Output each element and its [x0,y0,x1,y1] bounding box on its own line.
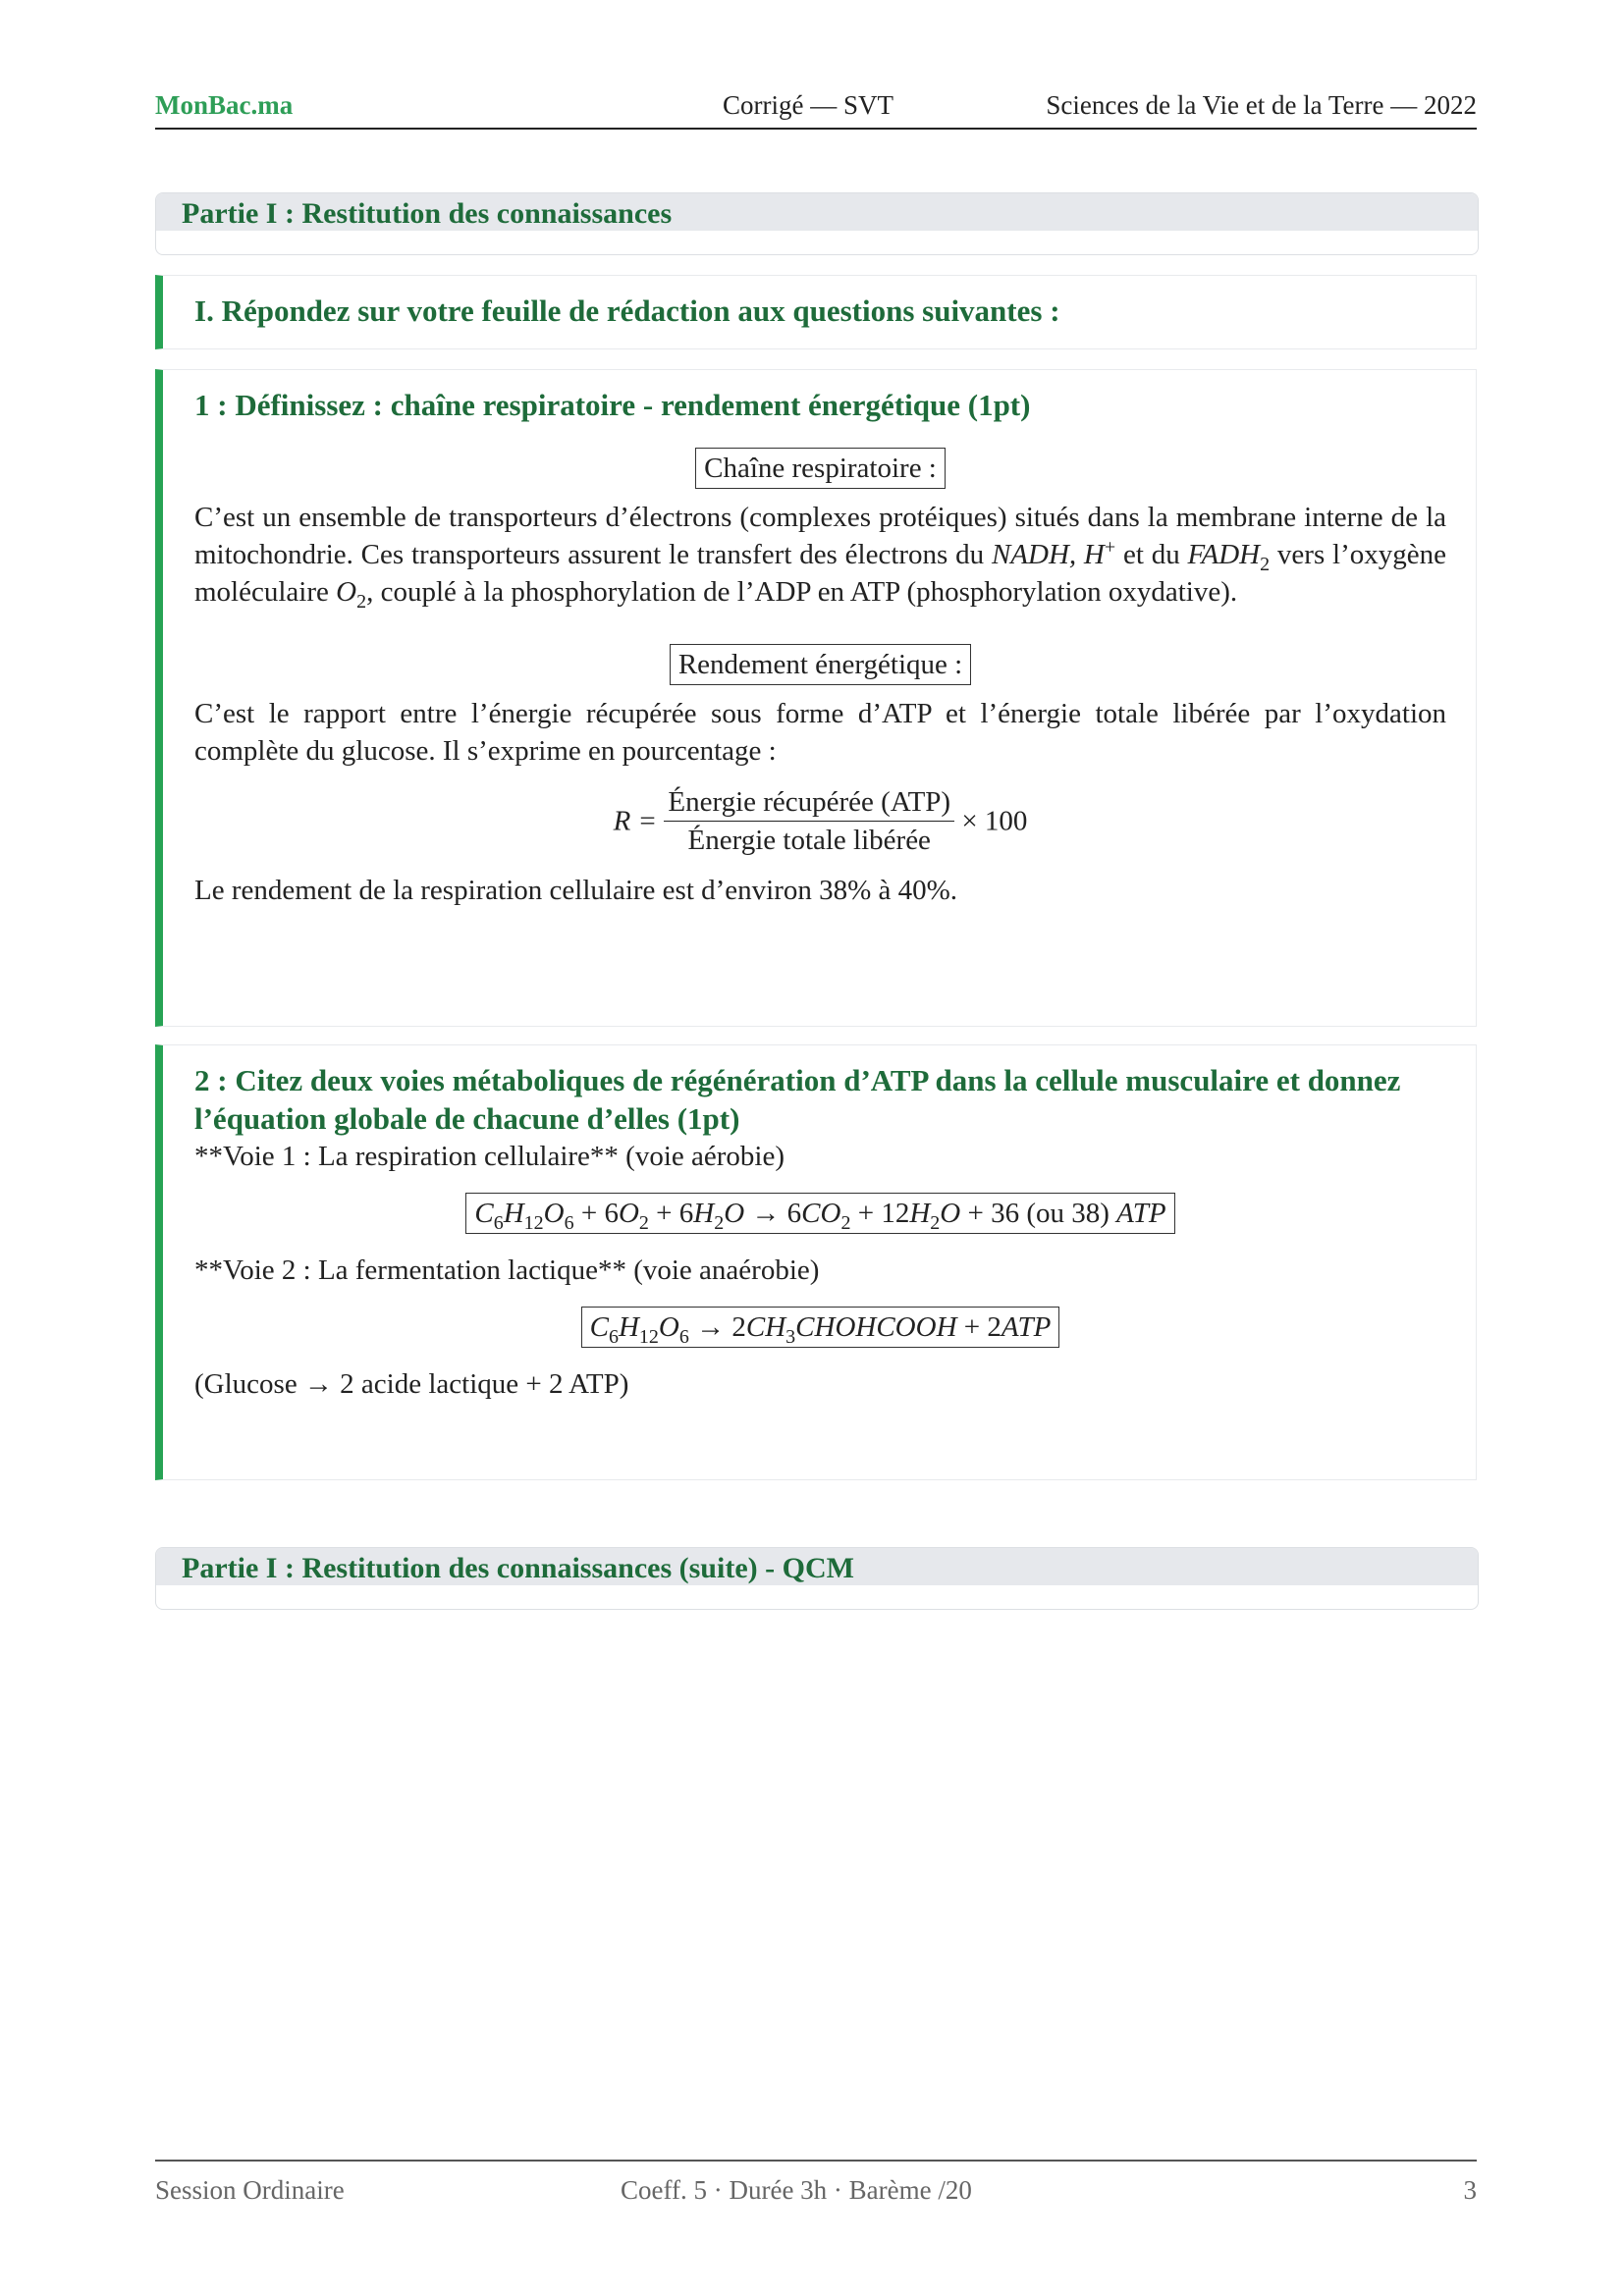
rendement-conclusion: Le rendement de la respiration cellulaire est d’environ 38% à 40%. [194,875,958,906]
term-rendement-energetique: Rendement énergétique : [670,644,971,685]
definition-rendement: C’est le rapport entre l’énergie récupérée sous forme d’ATP et l’énergie totale libérée par l’oxydation complète du glucose. Il s’exprime en pourcentage : [194,698,1446,767]
part-1-title: Partie I : Restitution des connaissances [156,193,1478,231]
question-2-title: 2 : Citez deux voies métaboliques de régénération d’ATP dans la cellule musculaire et donnez l’équation globale de chacune d’elles (1pt) [194,1063,1401,1136]
part-1-qcm-title: Partie I : Restitution des connaissances (suite) - QCM [156,1548,1478,1585]
brand-logo-text: MonBac.ma [155,90,294,120]
header-exam-title: Sciences de la Vie et de la Terre — 2022 [1046,90,1477,120]
question-1-title: 1 : Définissez : chaîne respiratoire - rendement énergétique (1pt) [194,388,1031,422]
section-title: I. Répondez sur votre feuille de rédaction aux questions suivantes : [194,294,1060,328]
term-chaine-respiratoire: Chaîne respiratoire : [695,448,946,489]
equation-respiration: $C_6H_{12}O_6 + 6O_2 + 6H_2O \to 6CO_2 + 12H_2O + 36$ (ou 38) ATP [465,1193,1174,1234]
fermentation-note: (Glucose → 2 acide lactique + 2 ATP) [194,1368,629,1400]
section-instruction-box [155,275,1477,349]
page-header [155,90,1477,130]
page-number: 3 [1463,2175,1477,2205]
formula-numerator: Énergie récupérée (ATP) [664,783,954,822]
page-footer [155,2160,1477,2211]
footer-session: Session Ordinaire [155,2175,345,2205]
voie-1-label: **Voie 1 : La respiration cellulaire** (voie aérobie) [194,1141,785,1172]
voie-2-label: **Voie 2 : La fermentation lactique** (voie anaérobie) [194,1255,820,1286]
formula-denominator: Énergie totale libérée [687,825,931,856]
definition-chaine-respiratoire: C’est un ensemble de transporteurs d’électrons (complexes protéiques) situés dans la membrane interne de la mitochondrie. Ces transporteurs assurent le transfert des électrons du NADH, H+ et du $FADH_2$ vers l’oxygène moléculaire $O_2$, couplé à la phosphorylation de l’ADP en ATP (phosphorylation oxydative). [194,502,1446,613]
footer-coefficients: Coeff. 5 · Durée 3h · Barème /20 [621,2175,972,2205]
question-1-box [155,369,1477,1027]
part-1-qcm-banner [155,1547,1479,1610]
part-1-banner [155,192,1479,255]
rendement-formula: R = $\frac{\text{Énergie récupérée (ATP)}}{\text{Énergie totale libérée}}$ × 100 [194,783,1446,872]
header-subject: Corrigé — SVT [723,90,893,120]
equation-fermentation: $C_6H_{12}O_6$ → $2CH_3CHOHCOOH + 2ATP$ [581,1307,1060,1348]
question-2-box [155,1044,1477,1480]
